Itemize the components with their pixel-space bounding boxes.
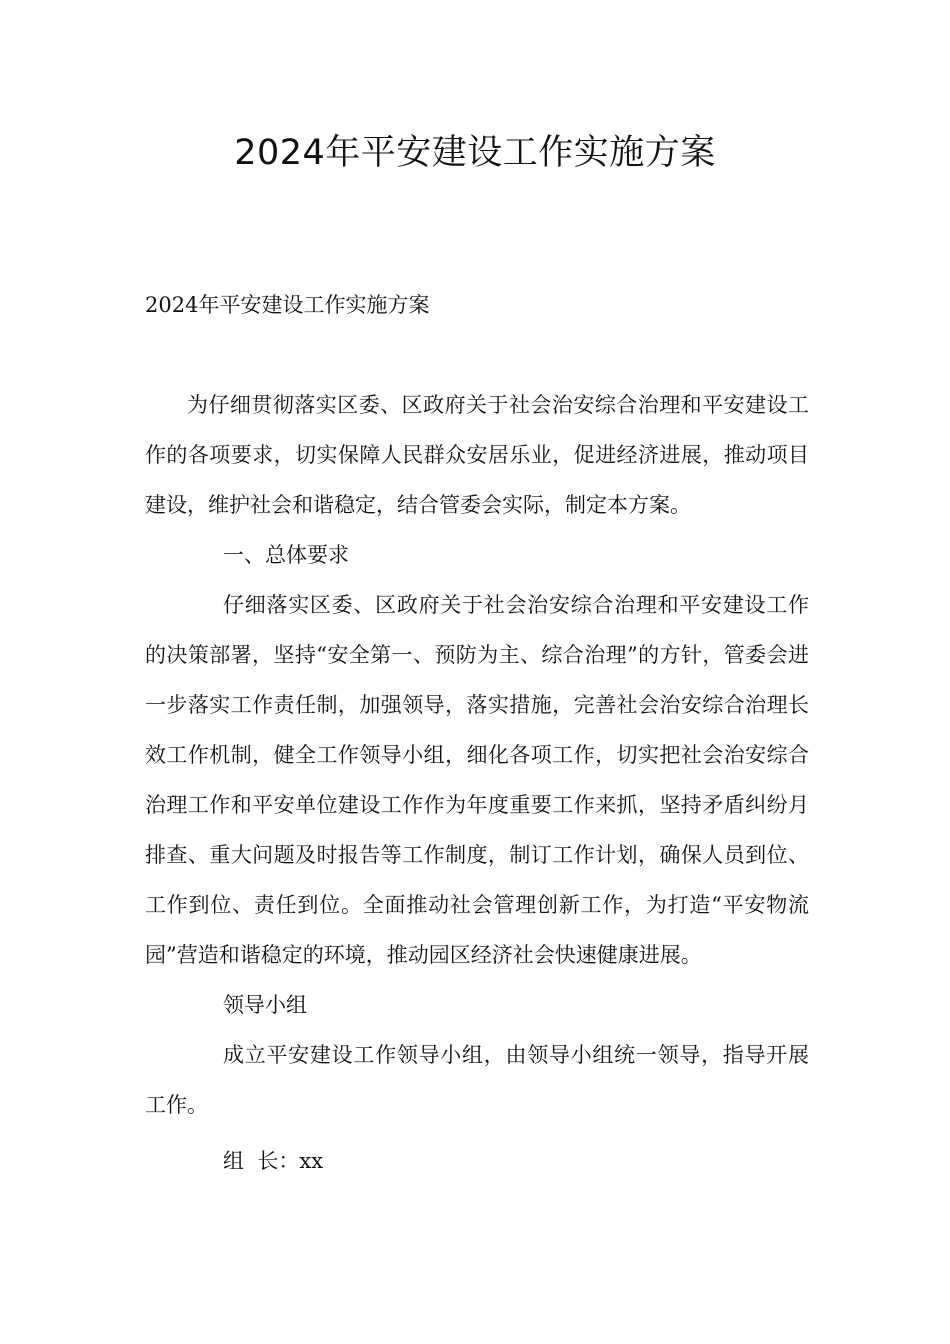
document-subtitle: 2024年平安建设工作实施方案 bbox=[145, 293, 430, 317]
document-body bbox=[145, 280, 809, 1186]
section-heading-overall-requirements: 一、总体要求 bbox=[223, 543, 349, 567]
document-title: 2024年平安建设工作实施方案 bbox=[234, 133, 716, 173]
overall-requirements-paragraph: 仔细落实区委、区政府关于社会治安综合治理和平安建设工作的决策部署，坚持“安全第一、预防为主、综合治理”的方针，管委会进一步落实工作责任制，加强领导，落实措施，完善社会治安综合治理长效工作机制，健全工作领导小组，细化各项工作，切实把社会治安综合治理工作和平安单位建设工作作为年度重要工作来抓，坚持矛盾纠纷月排查、重大问题及时报告等工作制度，制订工作计划，确保人员到位、工作到位、责任到位。全面推动社会管理创新工作，为打造“平安物流园”营造和谐稳定的环境，推动园区经济社会快速健康进展。 bbox=[145, 593, 809, 967]
section-heading-leadership-group: 领导小组 bbox=[223, 993, 307, 1017]
group-leader-line: 组 长：xx bbox=[223, 1149, 324, 1173]
intro-paragraph: 为仔细贯彻落实区委、区政府关于社会治安综合治理和平安建设工作的各项要求，切实保障人民群众安居乐业，促进经济进展，推动项目建设，维护社会和谐稳定，结合管委会实际，制定本方案。 bbox=[145, 393, 809, 517]
leadership-group-paragraph: 成立平安建设工作领导小组，由领导小组统一领导，指导开展工作。 bbox=[145, 1043, 809, 1117]
